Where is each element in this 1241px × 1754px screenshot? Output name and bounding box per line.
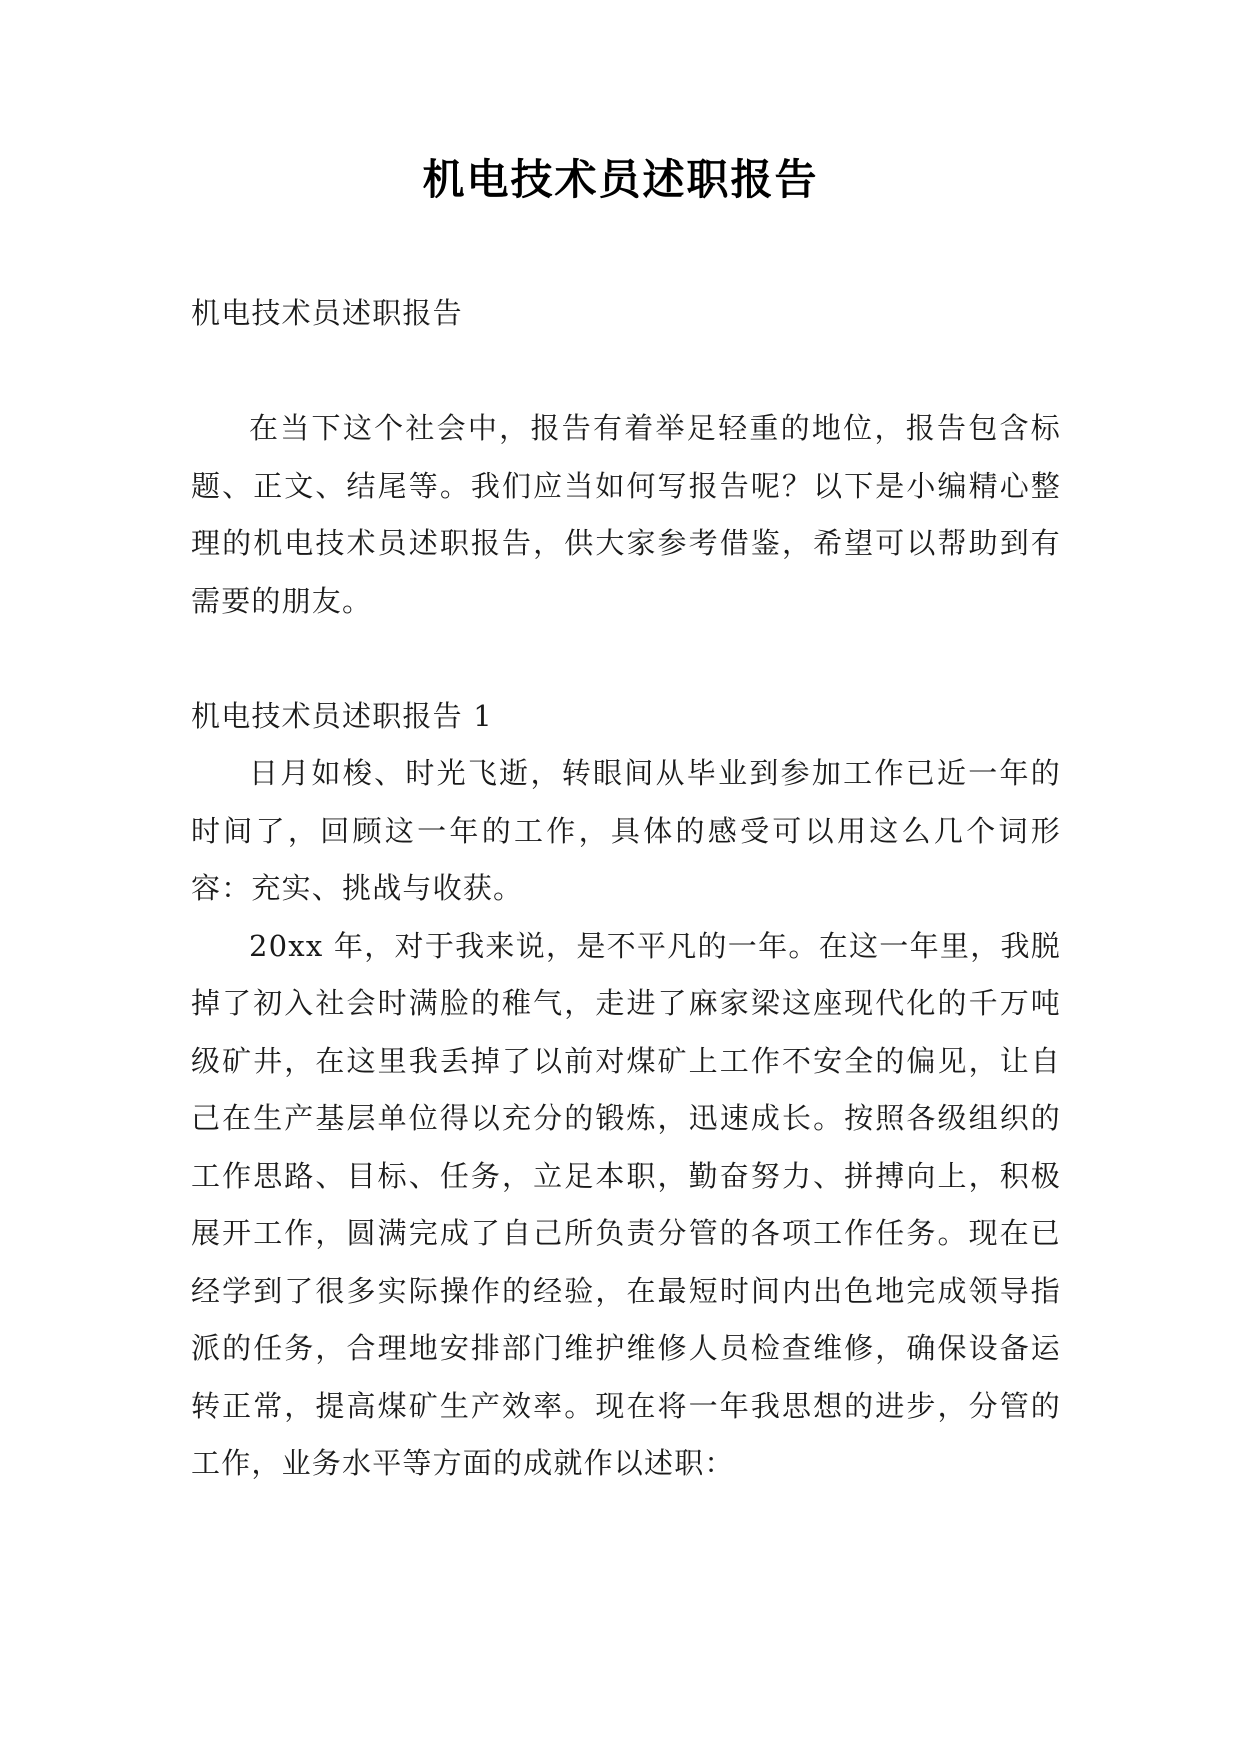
section-heading: 机电技术员述职报告 1 xyxy=(191,698,493,733)
intro-paragraph: 在当下这个社会中，报告有着举足轻重的地位，报告包含标题、正文、结尾等。我们应当如何写报告呢？以下是小编精心整理的机电技术员述职报告，供大家参考借鉴，希望可以帮助到有需要的朋友。 xyxy=(191,411,1061,618)
subtitle-paragraph: 机电技术员述职报告 xyxy=(191,296,463,330)
document-body xyxy=(191,285,1061,1493)
paragraph-spacer xyxy=(191,343,1061,401)
paragraph-spacer xyxy=(191,630,1061,688)
body-paragraph: 日月如梭、时光飞逝，转眼间从毕业到参加工作已近一年的时间了，回顾这一年的工作，具体的感受可以用这么几个词形容：充实、挑战与收获。 xyxy=(191,756,1061,905)
body-paragraph: 20xx 年，对于我来说，是不平凡的一年。在这一年里，我脱掉了初入社会时满脸的稚气，走进了麻家梁这座现代化的千万吨级矿井，在这里我丢掉了以前对煤矿上工作不安全的偏见，让自己在生产基层单位得以充分的锻炼，迅速成长。按照各级组织的工作思路、目标、任务，立足本职，勤奋努力、拼搏向上，积极展开工作，圆满完成了自己所负责分管的各项工作任务。现在已经学到了很多实际操作的经验，在最短时间内出色地完成领导指派的任务，合理地安排部门维护维修人员检查维修，确保设备运转正常，提高煤矿生产效率。现在将一年我思想的进步，分管的工作，业务水平等方面的成就作以述职： xyxy=(191,928,1061,1480)
document-title: 机电技术员述职报告 xyxy=(422,155,819,204)
